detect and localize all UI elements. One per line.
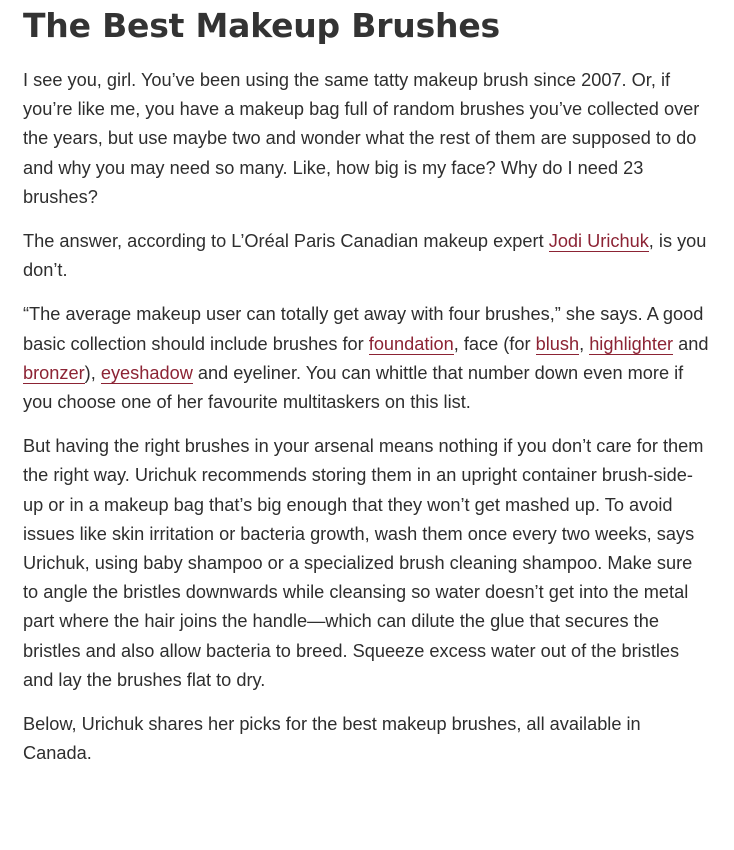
text-segment: ), xyxy=(84,362,101,383)
link-blush[interactable]: blush xyxy=(535,333,580,354)
paragraph-basic-collection xyxy=(23,300,711,417)
paragraph-answer xyxy=(23,227,711,285)
text-segment: and eyeliner. You can whittle that number down even more if you choose one of her favourite multitaskers on this list. xyxy=(23,362,684,413)
article-title: The Best Makeup Brushes xyxy=(23,6,500,45)
paragraph-intro: I see you, girl. You’ve been using the same tatty makeup brush since 2007. Or, if you’re like me, you have a makeup bag full of random brushes you’ve collected over the years, but use maybe two and wonder what the rest of them are supposed to do and why you may need so many. Like, how big is my face? Why do I need 23 brushes? xyxy=(23,70,700,207)
link-jodi-urichuk[interactable]: Jodi Urichuk xyxy=(548,231,649,252)
link-highlighter[interactable]: highlighter xyxy=(589,333,674,354)
text-segment: , is you don’t. xyxy=(23,231,707,281)
text-segment: , face (for xyxy=(453,333,536,354)
paragraph-picks-intro: Below, Urichuk shares her picks for the best makeup brushes, all available in Canada. xyxy=(23,714,641,764)
link-eyeshadow[interactable]: eyeshadow xyxy=(100,362,193,383)
link-foundation[interactable]: foundation xyxy=(368,333,454,354)
paragraph-brush-care: But having the right brushes in your arsenal means nothing if you don’t care for them the right way. Urichuk recommends storing them in an upright container brush-side-up or in a makeup bag that’s big enough that they won’t get mashed up. To avoid issues like skin irritation or bacteria growth, wash them once every two weeks, says Urichuk, using baby shampoo or a specialized brush cleaning shampoo. Make sure to angle the bristles downwards while cleansing so water doesn’t get into the metal part where the hair joins the handle—which can dilute the glue that secures the bristles and also allow bacteria to breed. Squeeze excess water out of the bristles and lay the brushes flat to dry. xyxy=(23,436,704,690)
text-segment: The answer, according to L’Oréal Paris Canadian makeup expert xyxy=(23,231,549,252)
text-segment: , xyxy=(579,333,590,354)
link-bronzer[interactable]: bronzer xyxy=(23,362,85,383)
text-segment: “The average makeup user can totally get away with four brushes,” she says. A good basic collection should include brushes for xyxy=(23,304,704,354)
text-segment: and xyxy=(673,333,709,354)
